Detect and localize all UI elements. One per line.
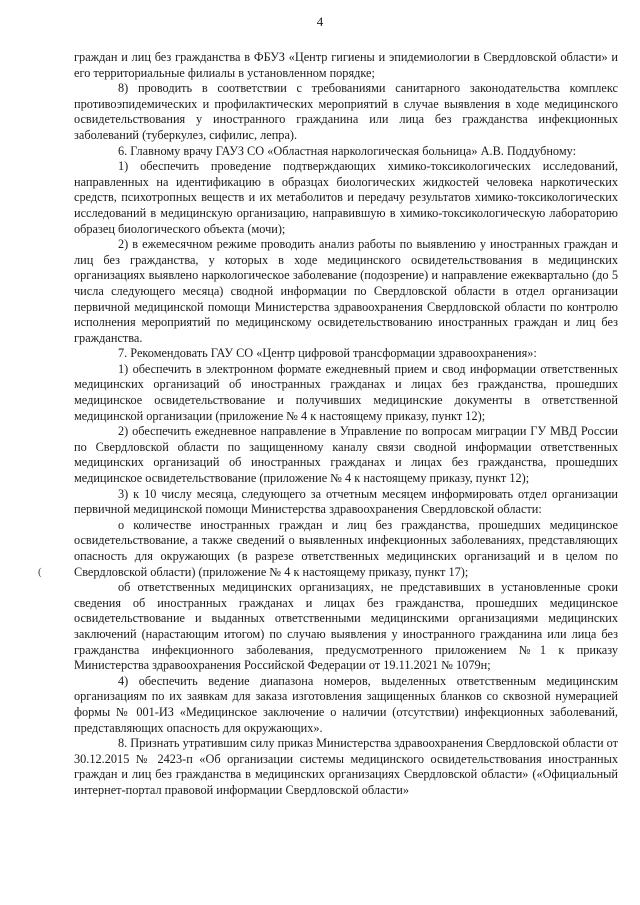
paragraph-4: 1) обеспечить проведение подтверждающих химико-токсикологических исследований, направленных на идентификацию в образцах биологических жидкостей человека наркотических средств, психотропных веществ и их метаболитов и передачу результатов химико-токсикологических исследований в медицинскую организацию, направившую в химико-токсикологическую лабораторию образец биологического объекта (мочи);: [74, 159, 618, 236]
paragraph-10: о количестве иностранных граждан и лиц без гражданства, прошедших медицинское освидетельствование, а также сведений о выявленных инфекционных заболеваниях, представляющих опасность для окружающих (в разрезе ответственных медицинских организаций и в целом по Свердловской области) (приложение № 4 к настоящему приказу, пункт 17);: [74, 517, 618, 579]
paragraph-5: 2) в ежемесячном режиме проводить анализ работы по выявлению у иностранных граждан и лиц без гражданства, у которых в ходе медицинского освидетельствования в медицинских организациях выявлено наркологическое заболевание (подозрение) и направление ежеквартально (до 5 числа следующего месяца) сводной информации по Свердловской области в отдел организации первичной медицинской помощи Министерства здравоохранения Свердловской области по контролю исполнения мероприятий по медицинскому освидетельствованию иностранных граждан и лиц без гражданства.: [74, 237, 618, 345]
document-body: [74, 50, 618, 799]
page-number: 4: [316, 14, 324, 29]
paragraph-9: 3) к 10 числу месяца, следующего за отчетным месяцем информировать отдел организации первичной медицинской помощи Министерства здравоохранения Свердловской области:: [74, 486, 618, 517]
paragraph-13: 8. Признать утратившим силу приказ Министерства здравоохранения Свердловской области от 30.12.2015 № 2423-п «Об организации системы медицинского освидетельствования иностранных граждан и лиц без гражданства в медицинских организациях Свердловской области» («Официальный интернет-портал правовой информации Свердловской области»: [74, 736, 618, 797]
paragraph-7: 1) обеспечить в электронном формате ежедневный прием и свод информации ответственных медицинских организаций об иностранных гражданах и лицах без гражданства, прошедших медицинское освидетельствование и получивших медицинские документы в ответственной медицинской организации (приложение № 4 к настоящему приказу, пункт 12);: [74, 361, 618, 423]
paragraph-6: 7. Рекомендовать ГАУ СО «Центр цифровой трансформации здравоохранения»:: [118, 346, 537, 361]
paragraph-1: граждан и лиц без гражданства в ФБУЗ «Центр гигиены и эпидемиологии в Свердловской области» и его территориальные филиалы в установленном порядке;: [74, 50, 618, 80]
paragraph-12: 4) обеспечить ведение диапазона номеров, выделенных ответственным медицинским организациям по их заявкам для заказа изготовления защищенных бланков со сквозной нумерацией формы № 001-ИЗ «Медицинское заключение о наличии (отсутствии) инфекционных заболеваний, представляющих опасность для окружающих».: [74, 673, 618, 735]
paragraph-2: 8) проводить в соответствии с требованиями санитарного законодательства комплекс противоэпидемических и профилактических мероприятий в случае выявления в ходе медицинского освидетельствования у иностранного гражданина или лица без гражданства инфекционных заболеваний (туберкулез, сифилис, лепра).: [74, 81, 618, 142]
paragraph-11: об ответственных медицинских организациях, не представивших в установленные сроки сведения об иностранных гражданах и лицах без гражданства, прошедших медицинское освидетельствование и выданных ответственными медицинскими организациями медицинских заключений (нарастающим итогом) по случаю выявления у иностранного гражданина или лица без гражданства инфекционного заболевания, предусмотренного приложением №1 к приказу Министерства здравоохранения Российской Федерации от 19.11.2021 № 1079н;: [74, 580, 618, 673]
paragraph-8: 2) обеспечить ежедневное направление в Управление по вопросам миграции ГУ МВД России по Свердловской области по защищенному каналу связи сводной информации ответственных медицинских организаций об иностранных гражданах и лицах без гражданства, прошедших медицинское освидетельствование (приложение № 4 к настоящему приказу, пункт 12);: [74, 424, 618, 486]
margin-mark: (: [38, 566, 42, 578]
paragraph-3: 6. Главному врачу ГАУЗ СО «Областная наркологическая больница» А.В. Поддубному:: [118, 143, 577, 158]
